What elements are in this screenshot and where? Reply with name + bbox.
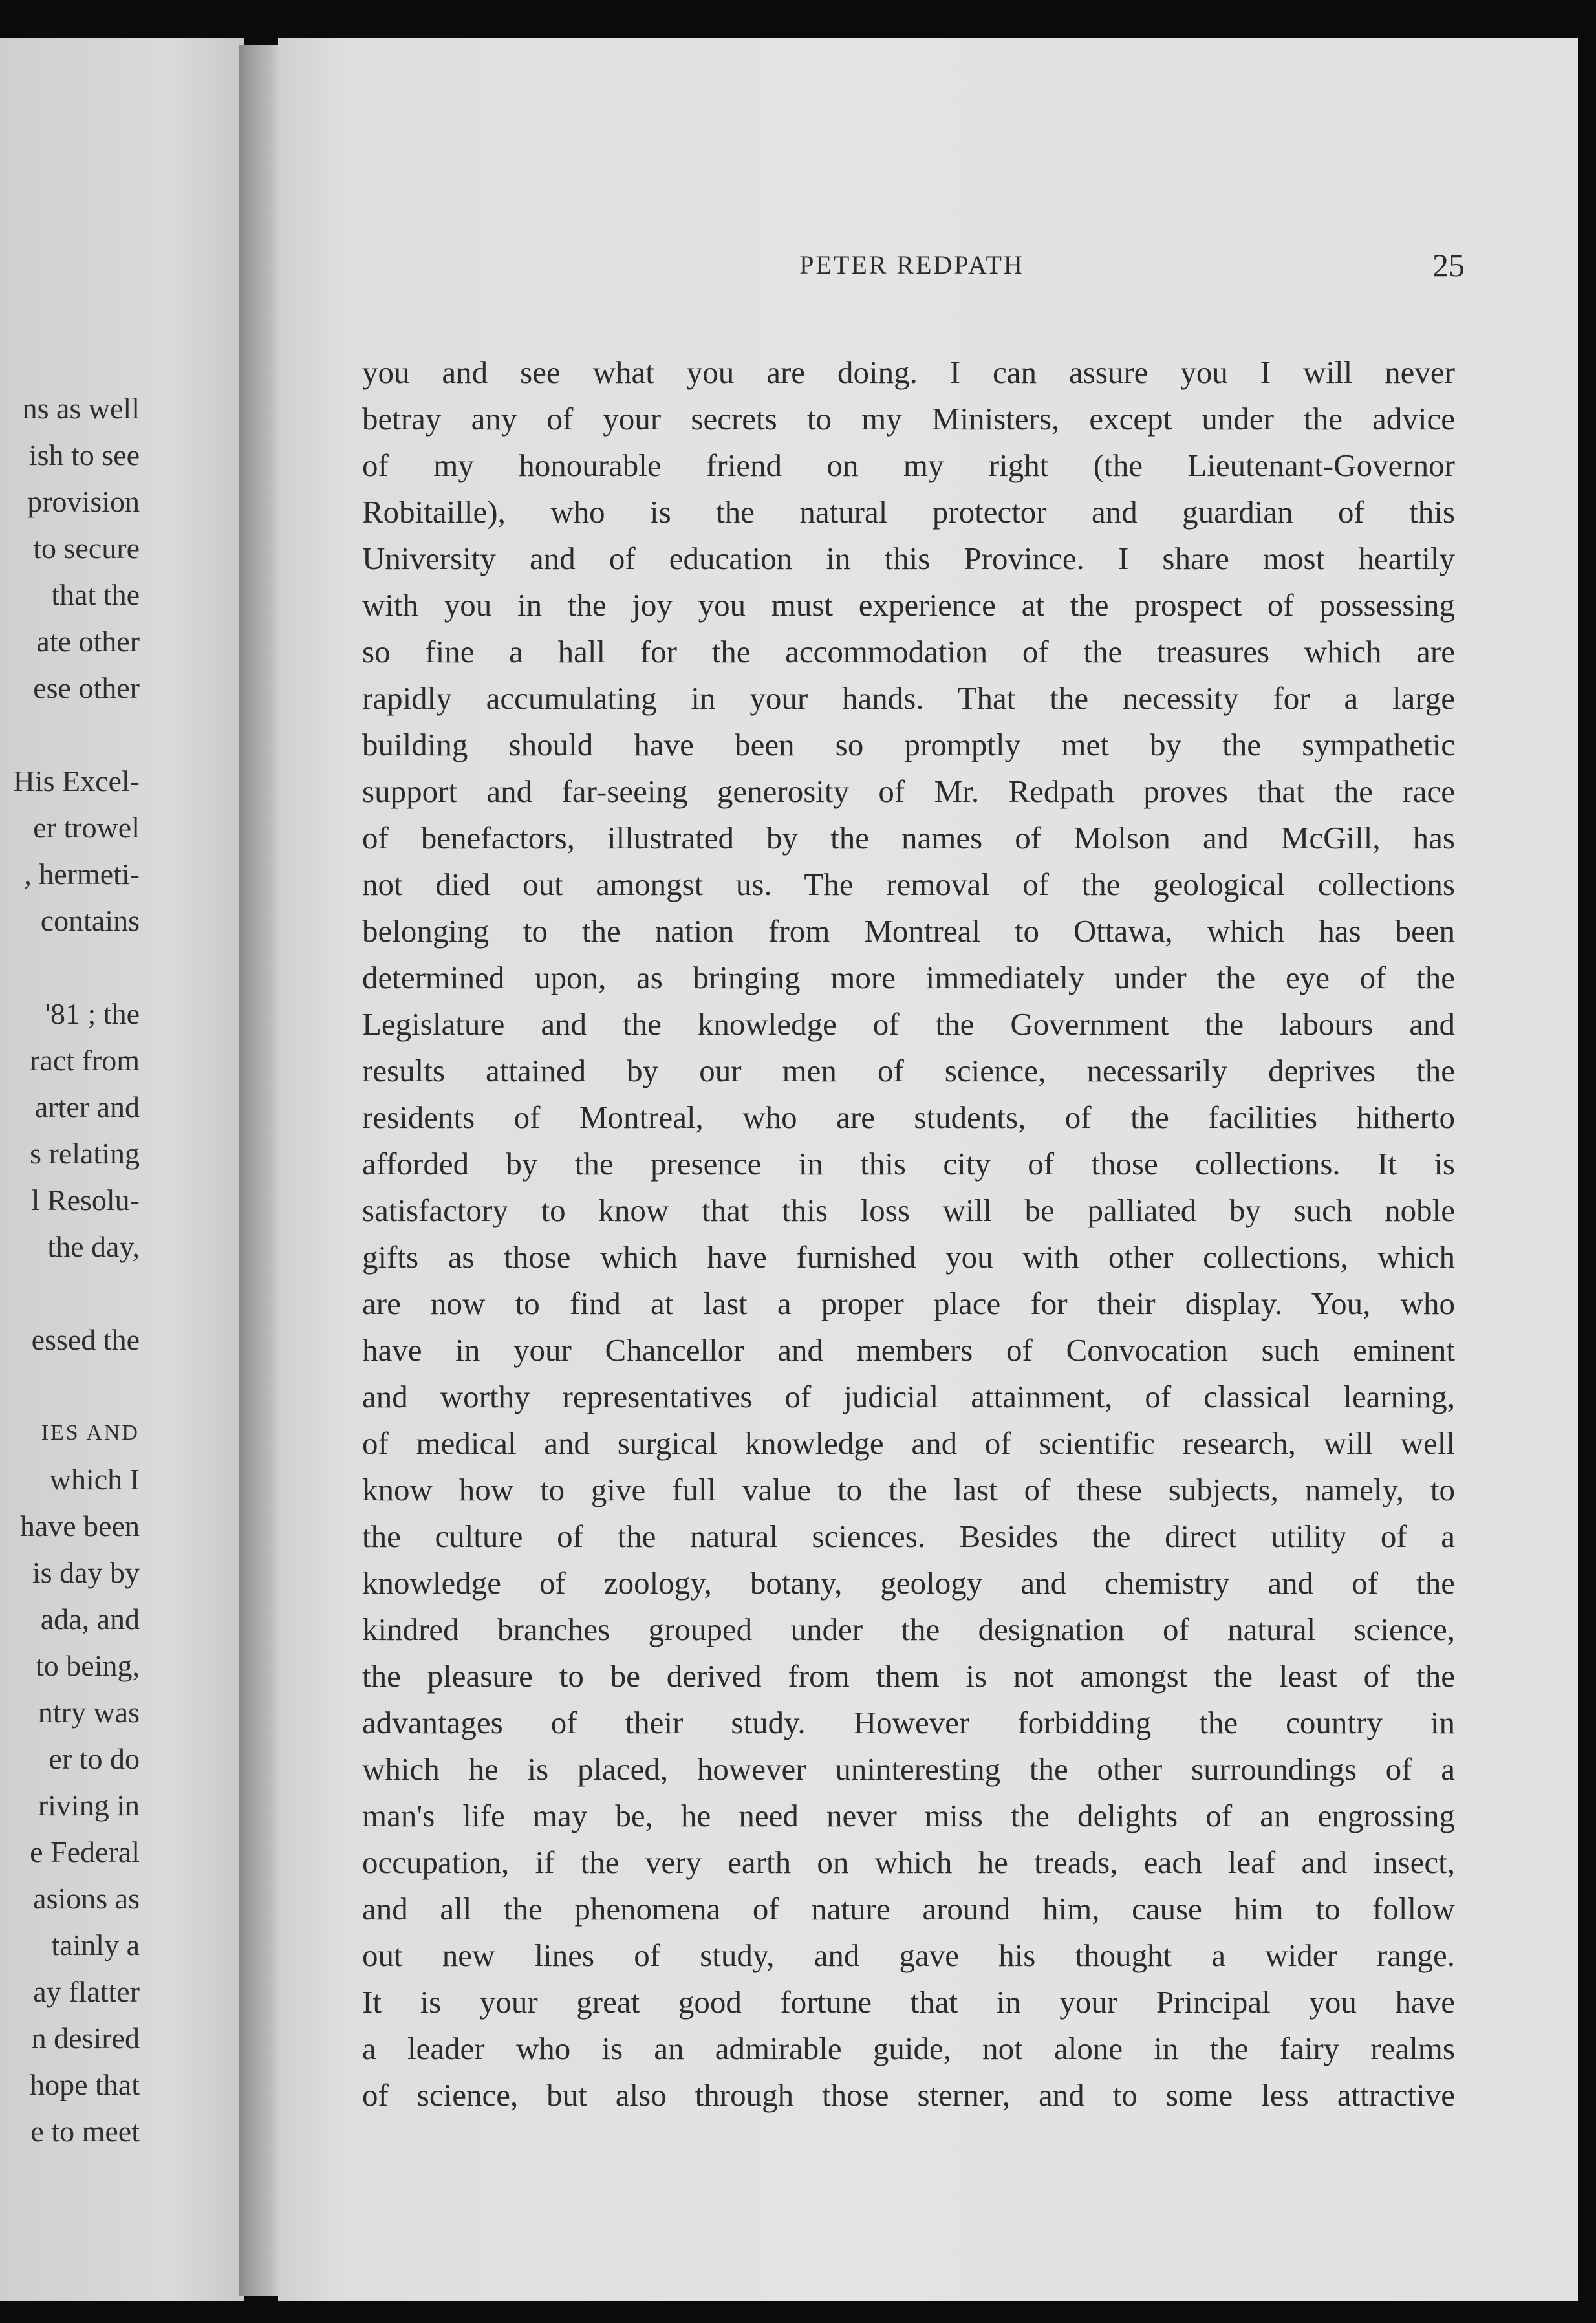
left-page-line: s relating: [30, 1137, 140, 1170]
body-line: out new lines of study, and gave his thought a wider range.: [362, 1938, 1455, 1973]
body-line: support and far-seeing generosity of Mr. Redpath proves that the race: [362, 773, 1455, 809]
body-line: results attained by our men of science, necessarily deprives the: [362, 1053, 1455, 1088]
body-line: so fine a hall for the accommodation of the treasures which are: [362, 634, 1455, 669]
left-page-line: hope that: [30, 2068, 140, 2101]
left-page-line: that the: [51, 578, 140, 611]
left-page-line: ay flatter: [33, 1975, 140, 2008]
body-line: the pleasure to be derived from them is not amongst the least of the: [362, 1658, 1455, 1694]
left-page-line: ate other: [36, 625, 140, 658]
left-page-line: to secure: [33, 532, 140, 565]
left-page-line: ish to see: [28, 438, 140, 471]
left-page-line: asions as: [33, 1882, 140, 1915]
body-line: not died out amongst us. The removal of the geological collections: [362, 867, 1455, 902]
body-line: occupation, if the very earth on which he treads, each leaf and insect,: [362, 1844, 1455, 1880]
body-line: kindred branches grouped under the designation of natural science,: [362, 1612, 1455, 1647]
left-page-line: ada, and: [40, 1603, 140, 1636]
left-page-line: n desired: [31, 2022, 140, 2055]
body-line: Legislature and the knowledge of the Government the labours and: [362, 1006, 1455, 1042]
left-page-line: er trowel: [33, 811, 140, 844]
running-title: PETER REDPATH: [799, 250, 1024, 279]
body-line: the culture of the natural sciences. Besides the direct utility of a: [362, 1518, 1455, 1554]
left-page-line: l Resolu-: [31, 1183, 140, 1216]
body-line: rapidly accumulating in your hands. That the necessity for a large: [362, 680, 1455, 716]
body-text: [362, 349, 1455, 2119]
body-line: University and of education in this Province. I share most heartily: [362, 541, 1455, 576]
book-gutter: [239, 45, 279, 2296]
left-page-line: [0, 1363, 140, 1410]
left-page-line: arter and: [34, 1090, 140, 1123]
body-line: know how to give full value to the last of these subjects, namely, to: [362, 1472, 1455, 1507]
left-page-line: '81 ; the: [45, 997, 140, 1030]
body-line: of my honourable friend on my right (the Lieutenant-Governor: [362, 448, 1455, 483]
body-line: belonging to the nation from Montreal to Ottawa, which has been: [362, 913, 1455, 949]
left-page-line: [0, 1270, 140, 1317]
left-page-line: essed the: [31, 1323, 140, 1356]
body-line: of medical and surgical knowledge and of scientific research, will well: [362, 1425, 1455, 1461]
left-page-line: the day,: [47, 1230, 140, 1263]
left-page-line: which I: [49, 1463, 140, 1496]
left-page-line: to being,: [36, 1649, 140, 1682]
body-line: you and see what you are doing. I can assure you I will never: [362, 354, 1455, 390]
body-line: betray any of your secrets to my Ministers, except under the advice: [362, 401, 1455, 437]
left-page-line: , hermeti-: [24, 858, 140, 891]
body-line: advantages of their study. However forbidding the country in: [362, 1705, 1455, 1740]
body-line: and worthy representatives of judicial attainment, of classical learning,: [362, 1379, 1455, 1414]
body-line: Robitaille), who is the natural protector and guardian of this: [362, 494, 1455, 530]
left-page-line: riving in: [38, 1789, 140, 1822]
body-line: man's life may be, he need never miss the delights of an engrossing: [362, 1798, 1455, 1833]
body-line: with you in the joy you must experience at the prospect of possessing: [362, 587, 1455, 623]
left-page-line: His Excel-: [13, 764, 140, 797]
body-line: which he is placed, however uninteresting the other surroundings of a: [362, 1751, 1455, 1787]
body-line: and all the phenomena of nature around him, cause him to follow: [362, 1891, 1455, 1927]
body-line: knowledge of zoology, botany, geology and chemistry and of the: [362, 1565, 1455, 1601]
left-page-line: ract from: [30, 1044, 140, 1077]
left-page-text: [0, 385, 140, 2155]
page-number: 25: [1432, 247, 1465, 283]
left-page-line: ese other: [33, 671, 140, 704]
left-page-line: tainly a: [51, 1929, 140, 1961]
left-page-line: IES AND: [41, 1421, 140, 1445]
running-head: [359, 239, 1465, 291]
body-line: determined upon, as bringing more immediately under the eye of the: [362, 960, 1455, 995]
body-line: of benefactors, illustrated by the names of Molson and McGill, has: [362, 820, 1455, 856]
left-page-line: [0, 944, 140, 991]
left-page-line: ntry was: [38, 1696, 140, 1729]
left-page-line: is day by: [32, 1556, 140, 1589]
body-line: building should have been so promptly met by the sympathetic: [362, 727, 1455, 762]
body-line: afforded by the presence in this city of those collections. It is: [362, 1146, 1455, 1182]
left-page-line: e to meet: [30, 2115, 140, 2148]
body-line: gifts as those which have furnished you with other collections, which: [362, 1239, 1455, 1275]
body-line: residents of Montreal, who are students, of the facilities hitherto: [362, 1099, 1455, 1135]
body-line: It is your great good fortune that in your Principal you have: [362, 1984, 1455, 2020]
body-line: have in your Chancellor and members of Convocation such eminent: [362, 1332, 1455, 1368]
body-line: satisfactory to know that this loss will be palliated by such noble: [362, 1193, 1455, 1228]
left-page-fragment: [0, 38, 244, 2301]
body-line: are now to find at last a proper place for their display. You, who: [362, 1286, 1455, 1321]
left-page-line: have been: [19, 1509, 140, 1542]
left-page-line: contains: [40, 904, 140, 937]
left-page-line: er to do: [49, 1742, 140, 1775]
left-page-line: e Federal: [30, 1835, 140, 1868]
body-line: of science, but also through those sterner, and to some less attractive: [362, 2077, 1455, 2113]
left-page-line: ns as well: [22, 392, 140, 425]
left-page-line: provision: [27, 485, 140, 518]
left-page-line: [0, 711, 140, 758]
body-line: a leader who is an admirable guide, not alone in the fairy realms: [362, 2031, 1455, 2066]
